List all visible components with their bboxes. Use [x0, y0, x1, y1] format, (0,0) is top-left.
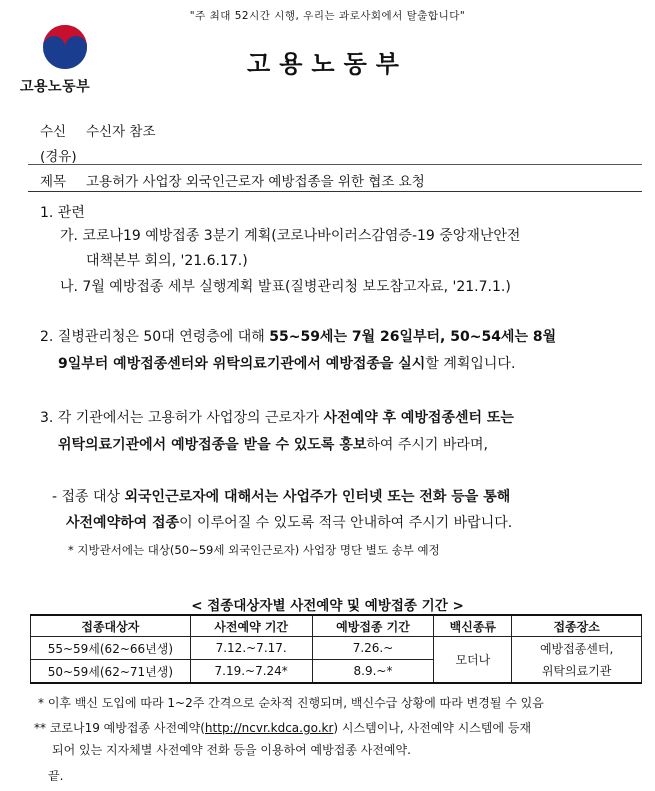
end-mark: 끝.: [48, 769, 64, 783]
item-2-emphasis: 55~59세는 7월 26일부터, 50~54세는 8월: [269, 329, 557, 345]
footnote-2-line1: [34, 718, 531, 738]
footnote-text: ) 시스템이나, 사전예약 시스템에 등재: [333, 721, 532, 735]
via-line: (경유): [40, 149, 77, 165]
header-cell: 사전예약 기간: [190, 615, 312, 637]
place-line: 위탁의료기관: [541, 663, 612, 678]
item-3-text: 하여 주시기 바라며,: [366, 437, 488, 453]
dash-emphasis: 사전예약하여 접종: [66, 515, 180, 531]
item-3-emphasis: 위탁의료기관에서 예방접종을 받을 수 있도록 홍보: [58, 437, 367, 453]
header-cell: 백신종류: [434, 615, 512, 637]
recipient-line: [40, 120, 156, 140]
subject-value: 고용허가 사업장 외국인근로자 예방접종을 위한 협조 요청: [86, 174, 425, 190]
slogan: "주 최대 52시간 시행, 우리는 과로사회에서 탈출합니다": [189, 10, 466, 22]
org-name: 고용노동부: [247, 50, 408, 78]
dash-emphasis: 외국인근로자에 대해서는 사업주가 인터넷 또는 전화 등을 통해: [124, 489, 511, 505]
footnote-2-line2: 되어 있는 지자체별 사전예약 전화 등을 이용하여 예방접종 사전예약.: [52, 743, 411, 757]
header-cell: 예방접종 기간: [312, 615, 434, 637]
target-cell: 55~59세(62~66년생): [31, 637, 191, 660]
vaccine-cell: 모더나: [434, 637, 512, 684]
header-cell: 접종대상자: [31, 615, 191, 637]
item-3-text: 3. 각 기관에서는 고용허가 사업장의 근로자가: [40, 410, 324, 426]
item-2-text: 할 계획입니다.: [425, 356, 516, 372]
item-2-text: 2. 질병관리청은 50대 연령층에 대해: [40, 329, 270, 345]
vaccinate-cell: 8.9.~*: [312, 660, 434, 684]
footnote-text: ** 코로나19 예방접종 사전예약(: [34, 721, 205, 735]
table-row: [31, 637, 642, 660]
item-1a-line2: 대책본부 회의, '21.6.17.): [86, 253, 248, 269]
divider: [28, 164, 642, 165]
recipient-key: 수신: [40, 124, 67, 140]
item-1a-line1: 가. 코로나19 예방접종 3분기 계획(코로나바이러스감염증-19 중앙재난안전: [60, 228, 521, 244]
dash-text: - 접종 대상: [52, 489, 125, 505]
header-cell: 접종장소: [512, 615, 642, 637]
item-3-emphasis: 사전예약 후 예방접종센터 또는: [323, 410, 514, 426]
note-1: * 지방관서에는 대상(50~59세 외국인근로자) 사업장 명단 별도 송부 예정: [68, 543, 440, 557]
vaccinate-cell: 7.26.~: [312, 637, 434, 660]
item-1b: 나. 7월 예방접종 세부 실행계획 발표(질병관리청 보도참고자료, '21.7.1.): [60, 279, 511, 295]
place-cell: [512, 637, 642, 684]
table-header-row: [31, 615, 642, 637]
table-title: < 접종대상자별 사전예약 및 예방접종 기간 >: [191, 598, 464, 614]
reserve-cell: 7.12.~7.17.: [190, 637, 312, 660]
footnote-1: * 이후 백신 도입에 따라 1~2주 간격으로 순차적 진행되며, 백신수급 상황에 따라 변경될 수 있음: [38, 696, 544, 710]
item-1: 1. 관련: [40, 205, 85, 221]
place-line: 예방접종센터,: [539, 641, 614, 656]
schedule-table: [30, 614, 642, 684]
dash-text: 이 이루어질 수 있도록 적극 안내하여 주시기 바랍니다.: [179, 515, 513, 531]
recipient-value: 수신자 참조: [86, 124, 156, 140]
reserve-cell: 7.19.~7.24*: [190, 660, 312, 684]
target-cell: 50~59세(62~71년생): [31, 660, 191, 684]
item-3-line1: [40, 405, 514, 432]
dash-line1: [52, 484, 510, 511]
logo-text: 고용노동부: [20, 79, 91, 95]
ncvr-link[interactable]: http://ncvr.kdca.go.kr: [204, 721, 334, 735]
divider: [28, 191, 642, 192]
item-3-line2: [58, 432, 488, 459]
item-2-line2: [58, 351, 515, 378]
item-2-line1: [40, 324, 556, 351]
item-2-emphasis: 9일부터 예방접종센터와 위탁의료기관에서 예방접종을 실시: [58, 356, 426, 372]
subject-line: [40, 170, 425, 190]
dash-line2: [66, 510, 512, 537]
subject-key: 제목: [40, 174, 67, 190]
